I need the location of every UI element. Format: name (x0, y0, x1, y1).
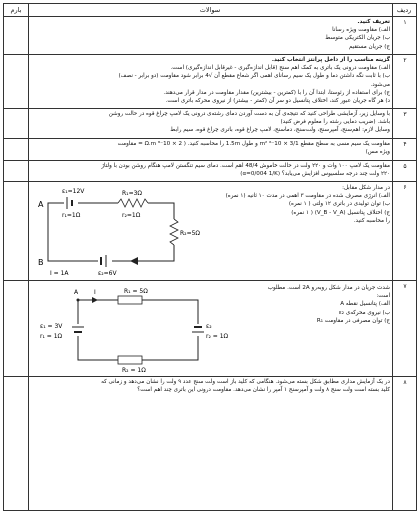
point-b-label: B (38, 258, 44, 267)
question-2 (32, 56, 390, 105)
header-score: بارم (10, 6, 22, 14)
question-4 (32, 140, 390, 156)
question-1-item-c: ج) جریان مستقیم (348, 43, 390, 50)
question-2-item: می‌شود. (370, 81, 390, 88)
question-7-line: شدت جریان در مدار شکل روبه‌رو 2A است. مطلوب (267, 285, 390, 291)
row-divider (4, 181, 416, 182)
question-7-circuit-diagram (38, 286, 228, 374)
question-4-number: ۴ (403, 141, 407, 148)
resistor-icon (118, 197, 148, 209)
question-3 (32, 110, 390, 135)
question-2-number: ۲ (403, 57, 407, 64)
question-4-line: مقاومت یک سیم مسی به سطح مقطع 3/1 × 10⁻⁶ m² و طول 1.5m را محاسبه کنید. ( 2 × 10⁻⁸ Ω.m = مقاومت (117, 141, 390, 147)
header-divider (4, 16, 416, 17)
battery-icon (72, 324, 84, 336)
e1-label: ε₁=12V (62, 188, 85, 195)
question-5-number: ۵ (403, 163, 407, 170)
question-6-line: ج) اختلاف پتانسیل (V_B - V_A) ( ۱ نمره) (291, 209, 390, 216)
question-8-number: ۸ (403, 379, 407, 386)
current-arrow-icon (92, 297, 98, 303)
question-6-line: در مدار شکل مقابل: (342, 185, 390, 191)
r1-internal-label: r₁ = 1Ω (40, 333, 63, 340)
row-column-divider (392, 4, 393, 510)
battery-icon (64, 197, 78, 209)
row-divider (4, 54, 416, 55)
resistor-icon (118, 296, 142, 304)
question-3-line: با وسایل زیر، آزمایشی طراحی کنید که نتیجه‌ی آن به دست آوردن دمای رشته‌ی درونی یک لامپ چراغ قوه در حالت روشن (108, 111, 390, 117)
question-7 (230, 284, 390, 325)
current-label: I = 1A (50, 270, 69, 277)
current-arrow-icon (130, 257, 138, 265)
exam-sheet (3, 3, 417, 511)
question-7-number: ۷ (403, 283, 407, 290)
battery-icon (192, 324, 204, 336)
question-8 (32, 378, 390, 394)
question-1-item-a: الف) مقاومت ویژه رسانا (332, 27, 390, 34)
current-label: I (94, 289, 96, 296)
question-6-line: ب) توان تولیدی در باتری ۱۲ ولتی ( ۱ نمره) (288, 201, 390, 208)
score-column-divider (28, 4, 29, 510)
point-a-label: A (74, 289, 79, 296)
question-3-number: ۳ (403, 111, 407, 118)
row-divider (4, 160, 416, 161)
resistor-icon (118, 356, 142, 364)
r3-label: R₁=3Ω (122, 190, 143, 197)
question-2-title: گزینه مناسب را از داخل پرانتز انتخاب کنید. (271, 57, 390, 63)
row-divider (4, 376, 416, 377)
question-8-line: در یک آزمایش مداری مطابق شکل بسته می‌شود. هنگامی که کلید باز است ولت سنج عدد ۹ ولت را نشان می‌دهد و زمانی که (101, 379, 390, 385)
question-5-line: ۲۲۰ ولت چند درجه سلسیوس افزایش می‌یابد؟ (α=0/004 1/K) (240, 171, 390, 178)
question-3-line: باشد. (ضریب دمایی رشته را معلوم فرض کنید) (280, 119, 390, 126)
r1-label: r₁=1Ω (62, 212, 81, 219)
question-8-line: کلید بسته است ولت سنج ۸ ولت و آمپرسنج ۱ آمپر را نشان می‌دهد. مقاومت درونی این باتری چند اهم است؟ (137, 387, 390, 394)
question-6-circuit-diagram (34, 185, 201, 277)
resistor-icon (168, 219, 180, 245)
question-1 (32, 18, 390, 51)
header-row: ردیف (396, 6, 412, 14)
r5-label: R₂=5Ω (180, 230, 201, 237)
question-5-line: مقاومت یک لامپ ۱۰۰ وات و ۲۲۰ ولت در حالت خاموش 48/4 اهم است. دمای سیم تنگستن لامپ هنگام روشن بودن با ولتاژ (101, 163, 390, 169)
row-divider (4, 108, 416, 109)
battery-icon (98, 255, 112, 267)
point-a-dot (77, 299, 80, 302)
question-6-line: را محاسبه کنید. (353, 217, 390, 224)
question-7-line: است: (376, 293, 390, 300)
question-2-item: ب) با ثابت نگه داشتن دما و طول یک سیم رسانای اهمی اگر شعاع مقطع آن √4 برابر شود مقاومت (دو برابر - نصف) (118, 73, 390, 80)
e2-label: ε₂=6V (98, 270, 117, 277)
question-3-line: وسایل لازم: اهم‌سنج، آمپرسنج، ولت‌سنج، دماسنج، لامپ چراغ قوه، باتری چراغ قوه، سیم رابط (170, 127, 390, 134)
question-5 (32, 162, 390, 178)
question-7-line: الف) پتانسیل نقطه A (340, 301, 390, 308)
row-divider (4, 138, 416, 139)
question-6-number: ۶ (403, 184, 407, 191)
question-2-item: ج) برای استفاده از رئوستا، ابتدا آن را با (کمترین - بیشترین) مقدار مقاومت در مدار قرار می‌دهند. (163, 89, 390, 96)
e2-label: ε₂ (206, 323, 212, 330)
question-2-item: الف) مقاومت درونی یک باتری به کمک اهم سنج (قابل اندازه‌گیری - غیرقابل اندازه‌گیری) است. (170, 65, 390, 72)
question-7-line: ب) نیروی محرکه‌ی ε₂ (338, 309, 390, 316)
point-a-label: A (38, 200, 44, 209)
question-4-line: ویژه مس) (365, 149, 390, 156)
question-1-item-b: ب) جریان الکتریکی متوسط (325, 35, 390, 42)
r1-label: R₁ = 5Ω (124, 288, 148, 295)
question-6-line: الف) انرژی مصرف شده در مقاومت ۳ اهمی در مدت ۱۰ ثانیه (۱ نمره) (225, 193, 390, 200)
r2-label: R₂ = 1Ω (122, 367, 146, 374)
r2-internal-label: r₂ = 1Ω (206, 333, 229, 340)
question-7-line: ج) توان مصرفی در مقاومت R₁ (316, 317, 390, 324)
question-2-item: د) هر گاه جریان عبور کند، اختلاف پتانسیل دو سر آن (کمتر - بیشتر) از نیروی محرکه باتری است. (165, 98, 390, 105)
r2-label: r₂=1Ω (122, 212, 141, 219)
header-questions: سوالات (199, 6, 221, 14)
circuit-loop-wire (78, 300, 198, 360)
question-1-number: ۱ (403, 19, 407, 26)
e1-label: ε₁ = 3V (40, 323, 63, 330)
question-6 (204, 184, 390, 225)
row-divider (4, 280, 416, 281)
question-1-title: تعریف کنید. (357, 19, 390, 25)
